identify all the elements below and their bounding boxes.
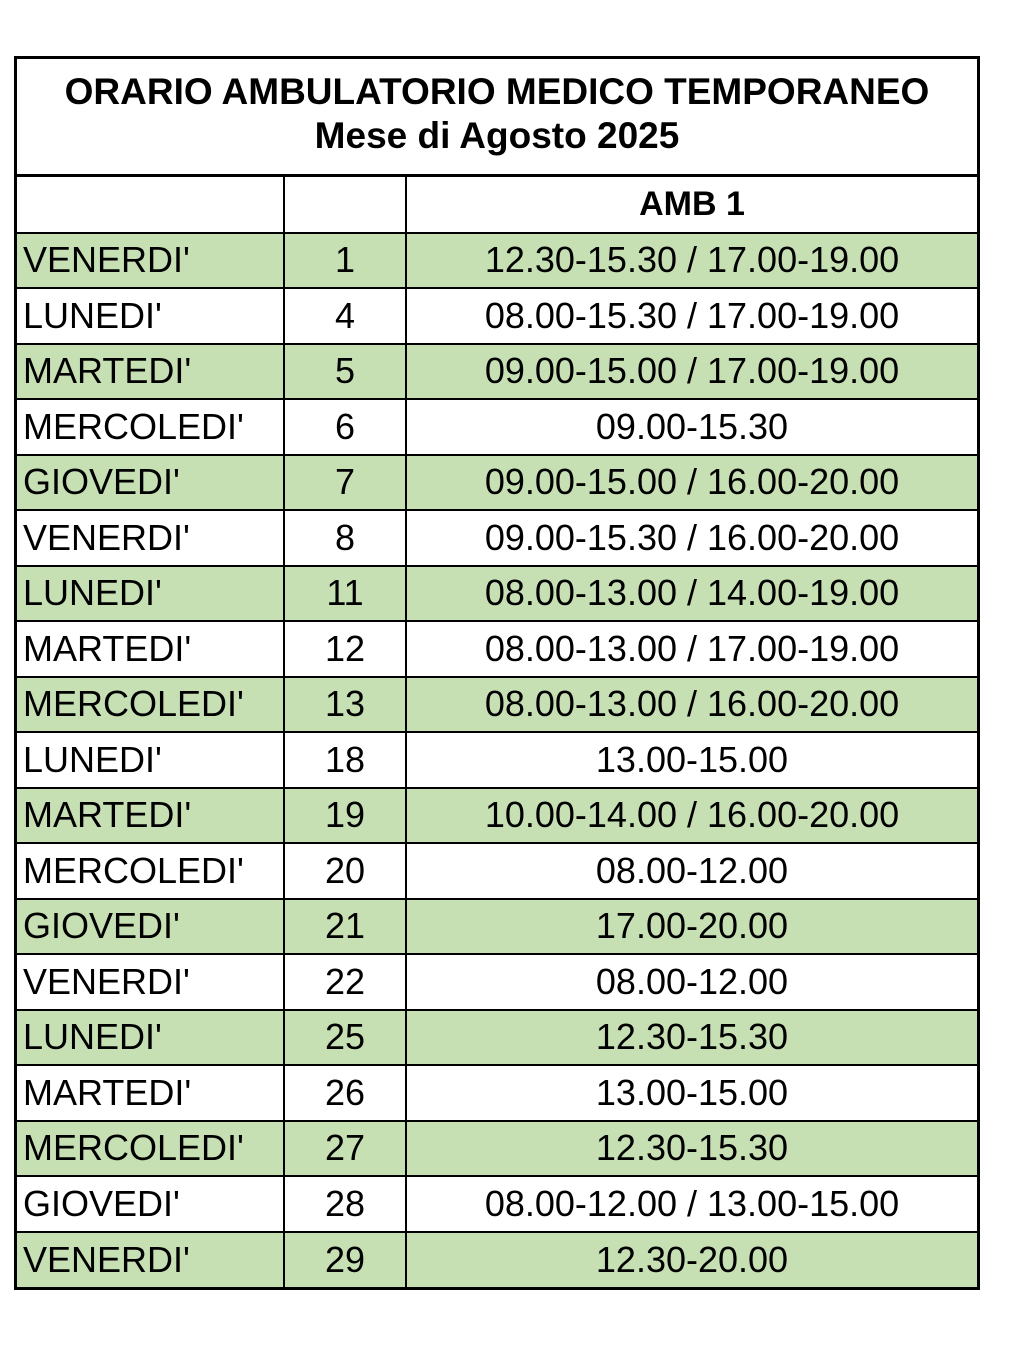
schedule-row bbox=[17, 233, 977, 289]
day-cell: LUNEDI' bbox=[17, 288, 284, 344]
date-cell: 28 bbox=[284, 1176, 406, 1232]
header-amb: AMB 1 bbox=[406, 177, 977, 233]
hours-cell: 12.30-15.30 / 17.00-19.00 bbox=[406, 233, 977, 289]
hours-cell: 09.00-15.30 bbox=[406, 399, 977, 455]
date-cell: 8 bbox=[284, 510, 406, 566]
header-day bbox=[17, 177, 284, 233]
schedule-sheet bbox=[14, 56, 980, 1290]
hours-cell: 08.00-13.00 / 16.00-20.00 bbox=[406, 677, 977, 733]
hours-cell: 08.00-13.00 / 17.00-19.00 bbox=[406, 621, 977, 677]
hours-cell: 08.00-12.00 bbox=[406, 954, 977, 1010]
hours-cell: 13.00-15.00 bbox=[406, 1065, 977, 1121]
hours-cell: 08.00-13.00 / 14.00-19.00 bbox=[406, 566, 977, 622]
day-cell: GIOVEDI' bbox=[17, 899, 284, 955]
hours-cell: 12.30-20.00 bbox=[406, 1232, 977, 1288]
schedule-row bbox=[17, 954, 977, 1010]
schedule-row bbox=[17, 843, 977, 899]
date-cell: 27 bbox=[284, 1121, 406, 1177]
day-cell: GIOVEDI' bbox=[17, 1176, 284, 1232]
schedule-row bbox=[17, 1010, 977, 1066]
date-cell: 29 bbox=[284, 1232, 406, 1288]
schedule-row bbox=[17, 1065, 977, 1121]
date-cell: 6 bbox=[284, 399, 406, 455]
day-cell: LUNEDI' bbox=[17, 1010, 284, 1066]
header-row bbox=[17, 177, 977, 233]
day-cell: VENERDI' bbox=[17, 233, 284, 289]
title-main: ORARIO AMBULATORIO MEDICO TEMPORANEO bbox=[64, 71, 930, 112]
schedule-row bbox=[17, 899, 977, 955]
date-cell: 18 bbox=[284, 732, 406, 788]
title-month: Mese di Agosto 2025 bbox=[314, 115, 680, 156]
schedule-row bbox=[17, 788, 977, 844]
hours-cell: 17.00-20.00 bbox=[406, 899, 977, 955]
day-cell: VENERDI' bbox=[17, 954, 284, 1010]
schedule-row bbox=[17, 1121, 977, 1177]
day-cell: VENERDI' bbox=[17, 1232, 284, 1288]
hours-cell: 09.00-15.00 / 17.00-19.00 bbox=[406, 344, 977, 400]
hours-cell: 13.00-15.00 bbox=[406, 732, 977, 788]
date-cell: 19 bbox=[284, 788, 406, 844]
schedule-row bbox=[17, 732, 977, 788]
date-cell: 13 bbox=[284, 677, 406, 733]
hours-cell: 08.00-15.30 / 17.00-19.00 bbox=[406, 288, 977, 344]
schedule-row bbox=[17, 677, 977, 733]
day-cell: MARTEDI' bbox=[17, 788, 284, 844]
date-cell: 22 bbox=[284, 954, 406, 1010]
hours-cell: 10.00-14.00 / 16.00-20.00 bbox=[406, 788, 977, 844]
date-cell: 20 bbox=[284, 843, 406, 899]
date-cell: 26 bbox=[284, 1065, 406, 1121]
day-cell: LUNEDI' bbox=[17, 566, 284, 622]
schedule-row bbox=[17, 1232, 977, 1288]
date-cell: 21 bbox=[284, 899, 406, 955]
day-cell: MARTEDI' bbox=[17, 344, 284, 400]
hours-cell: 09.00-15.30 / 16.00-20.00 bbox=[406, 510, 977, 566]
schedule-row bbox=[17, 621, 977, 677]
day-cell: MERCOLEDI' bbox=[17, 399, 284, 455]
date-cell: 12 bbox=[284, 621, 406, 677]
day-cell: VENERDI' bbox=[17, 510, 284, 566]
date-cell: 11 bbox=[284, 566, 406, 622]
day-cell: MERCOLEDI' bbox=[17, 1121, 284, 1177]
header-date bbox=[284, 177, 406, 233]
day-cell: GIOVEDI' bbox=[17, 455, 284, 511]
hours-cell: 08.00-12.00 / 13.00-15.00 bbox=[406, 1176, 977, 1232]
schedule-row bbox=[17, 566, 977, 622]
day-cell: MERCOLEDI' bbox=[17, 677, 284, 733]
date-cell: 7 bbox=[284, 455, 406, 511]
schedule-row bbox=[17, 455, 977, 511]
schedule-table bbox=[17, 177, 977, 1287]
schedule-row bbox=[17, 1176, 977, 1232]
hours-cell: 09.00-15.00 / 16.00-20.00 bbox=[406, 455, 977, 511]
day-cell: LUNEDI' bbox=[17, 732, 284, 788]
hours-cell: 08.00-12.00 bbox=[406, 843, 977, 899]
schedule-row bbox=[17, 344, 977, 400]
date-cell: 1 bbox=[284, 233, 406, 289]
schedule-row bbox=[17, 288, 977, 344]
title-block bbox=[17, 59, 977, 177]
hours-cell: 12.30-15.30 bbox=[406, 1121, 977, 1177]
hours-cell: 12.30-15.30 bbox=[406, 1010, 977, 1066]
schedule-row bbox=[17, 399, 977, 455]
schedule-row bbox=[17, 510, 977, 566]
date-cell: 4 bbox=[284, 288, 406, 344]
day-cell: MARTEDI' bbox=[17, 1065, 284, 1121]
day-cell: MARTEDI' bbox=[17, 621, 284, 677]
date-cell: 5 bbox=[284, 344, 406, 400]
date-cell: 25 bbox=[284, 1010, 406, 1066]
day-cell: MERCOLEDI' bbox=[17, 843, 284, 899]
